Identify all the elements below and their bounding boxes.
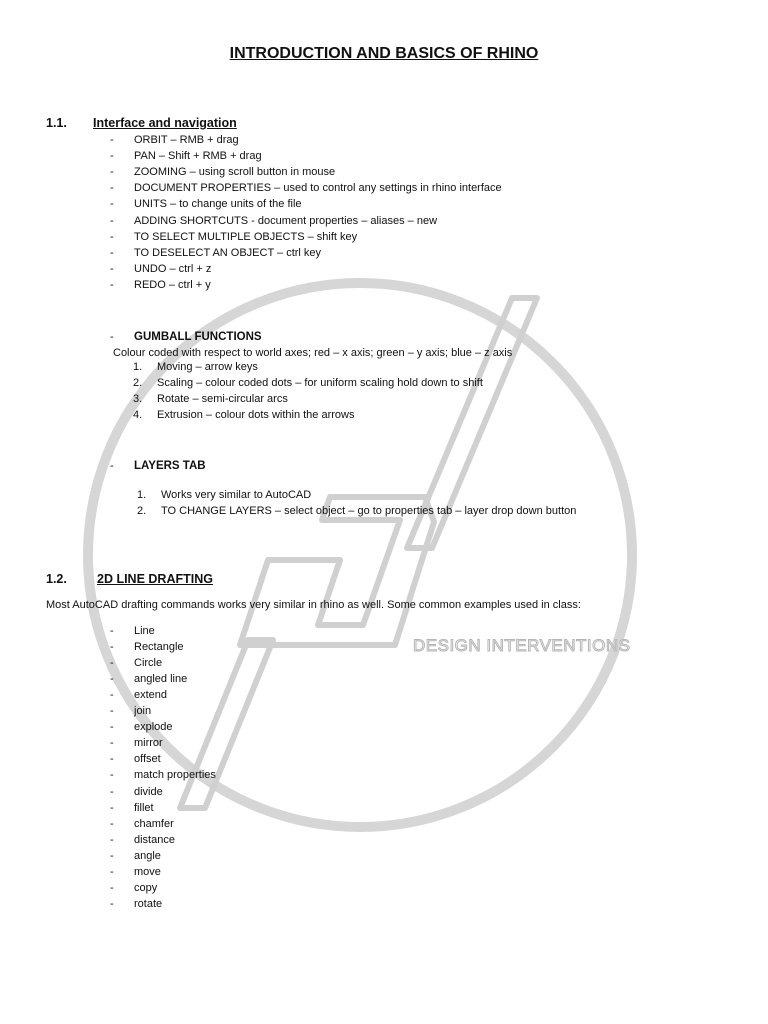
bullet-dash: - <box>110 246 114 259</box>
bullet-dash: - <box>110 460 114 472</box>
section-number: 1.1. <box>46 116 67 130</box>
bullet-dash: - <box>110 705 114 718</box>
list-item: copy <box>134 881 158 894</box>
list-item: fillet <box>134 801 154 814</box>
bullet-dash: - <box>110 230 114 243</box>
list-item: ZOOMING – using scroll button in mouse <box>134 166 336 179</box>
section-title: 2D LINE DRAFTING <box>97 572 213 586</box>
list-item: explode <box>134 721 173 734</box>
bullet-dash: - <box>110 182 114 195</box>
bullet-dash: - <box>110 737 114 750</box>
watermark-stroke-lower <box>180 640 273 808</box>
section-title: Interface and navigation <box>93 116 237 130</box>
list-number: 3. <box>133 393 143 406</box>
list-item: TO DESELECT AN OBJECT – ctrl key <box>134 246 322 259</box>
gumball-heading: GUMBALL FUNCTIONS <box>134 331 262 343</box>
list-item: Moving – arrow keys <box>157 361 258 373</box>
bullet-dash: - <box>110 689 114 702</box>
bullet-dash: - <box>110 278 114 291</box>
bullet-dash: - <box>110 641 114 654</box>
watermark-d-shape <box>240 497 434 645</box>
bullet-dash: - <box>110 785 114 798</box>
list-item: distance <box>134 833 175 846</box>
bullet-dash: - <box>110 150 114 163</box>
list-number: 4. <box>133 409 143 422</box>
bullet-dash: - <box>110 673 114 686</box>
list-item: UNITS – to change units of the file <box>134 198 302 211</box>
bullet-dash: - <box>110 753 114 766</box>
layers-heading: LAYERS TAB <box>134 460 206 472</box>
drafting-intro: Most AutoCAD drafting commands works very similar in rhino as well. Some common examples used in class: <box>46 599 581 611</box>
list-item: TO SELECT MULTIPLE OBJECTS – shift key <box>134 230 358 243</box>
bullet-dash: - <box>110 134 114 146</box>
list-item: TO CHANGE LAYERS – select object – go to properties tab – layer drop down button <box>161 505 577 517</box>
list-item: Works very similar to AutoCAD <box>161 489 312 501</box>
bullet-dash: - <box>110 625 114 637</box>
list-item: rotate <box>134 897 163 910</box>
bullet-dash: - <box>110 817 114 830</box>
list-item: join <box>134 705 152 718</box>
bullet-dash: - <box>110 214 114 227</box>
list-item: REDO – ctrl + y <box>134 278 211 291</box>
list-number: 2. <box>133 377 143 390</box>
list-item: mirror <box>134 737 163 750</box>
list-number: 2. <box>137 505 147 517</box>
list-item: ADDING SHORTCUTS - document properties – aliases – new <box>134 214 438 227</box>
bullet-dash: - <box>110 897 114 910</box>
bullet-dash: - <box>110 262 114 275</box>
bullet-dash: - <box>110 881 114 894</box>
list-item: Scaling – colour coded dots – for uniform scaling hold down to shift <box>157 377 483 390</box>
bullet-dash: - <box>110 849 114 862</box>
list-item: offset <box>134 753 161 766</box>
bullet-dash: - <box>110 865 114 878</box>
list-item: ORBIT – RMB + drag <box>134 134 239 146</box>
section-number: 1.2. <box>46 572 67 586</box>
bullet-dash: - <box>110 166 114 179</box>
bullet-dash: - <box>110 331 114 343</box>
list-item: Rectangle <box>134 641 184 654</box>
bullet-dash: - <box>110 769 114 782</box>
list-item: PAN – Shift + RMB + drag <box>134 150 262 163</box>
list-item: angled line <box>134 673 188 686</box>
list-item: divide <box>134 785 163 798</box>
document-title: INTRODUCTION AND BASICS OF RHINO <box>229 45 539 62</box>
list-item: match properties <box>134 769 216 782</box>
list-item: angle <box>134 849 161 862</box>
bullet-dash: - <box>110 801 114 814</box>
watermark-text: DESIGN INTERVENTIONS <box>413 636 631 655</box>
gumball-note: Colour coded with respect to world axes; red – x axis; green – y axis; blue – z axis <box>113 347 513 359</box>
list-item: UNDO – ctrl + z <box>134 262 212 275</box>
list-item: Extrusion – colour dots within the arrows <box>157 409 355 422</box>
list-item: move <box>134 865 161 878</box>
list-item: Line <box>134 625 155 637</box>
list-item: Rotate – semi-circular arcs <box>157 393 288 406</box>
bullet-dash: - <box>110 198 114 211</box>
bullet-dash: - <box>110 833 114 846</box>
list-item: DOCUMENT PROPERTIES – used to control any settings in rhino interface <box>134 182 502 195</box>
list-item: Circle <box>134 657 163 670</box>
list-item: chamfer <box>134 817 174 830</box>
list-item: extend <box>134 689 168 702</box>
list-number: 1. <box>133 361 143 373</box>
list-number: 1. <box>137 489 147 501</box>
bullet-dash: - <box>110 721 114 734</box>
bullet-dash: - <box>110 657 114 670</box>
